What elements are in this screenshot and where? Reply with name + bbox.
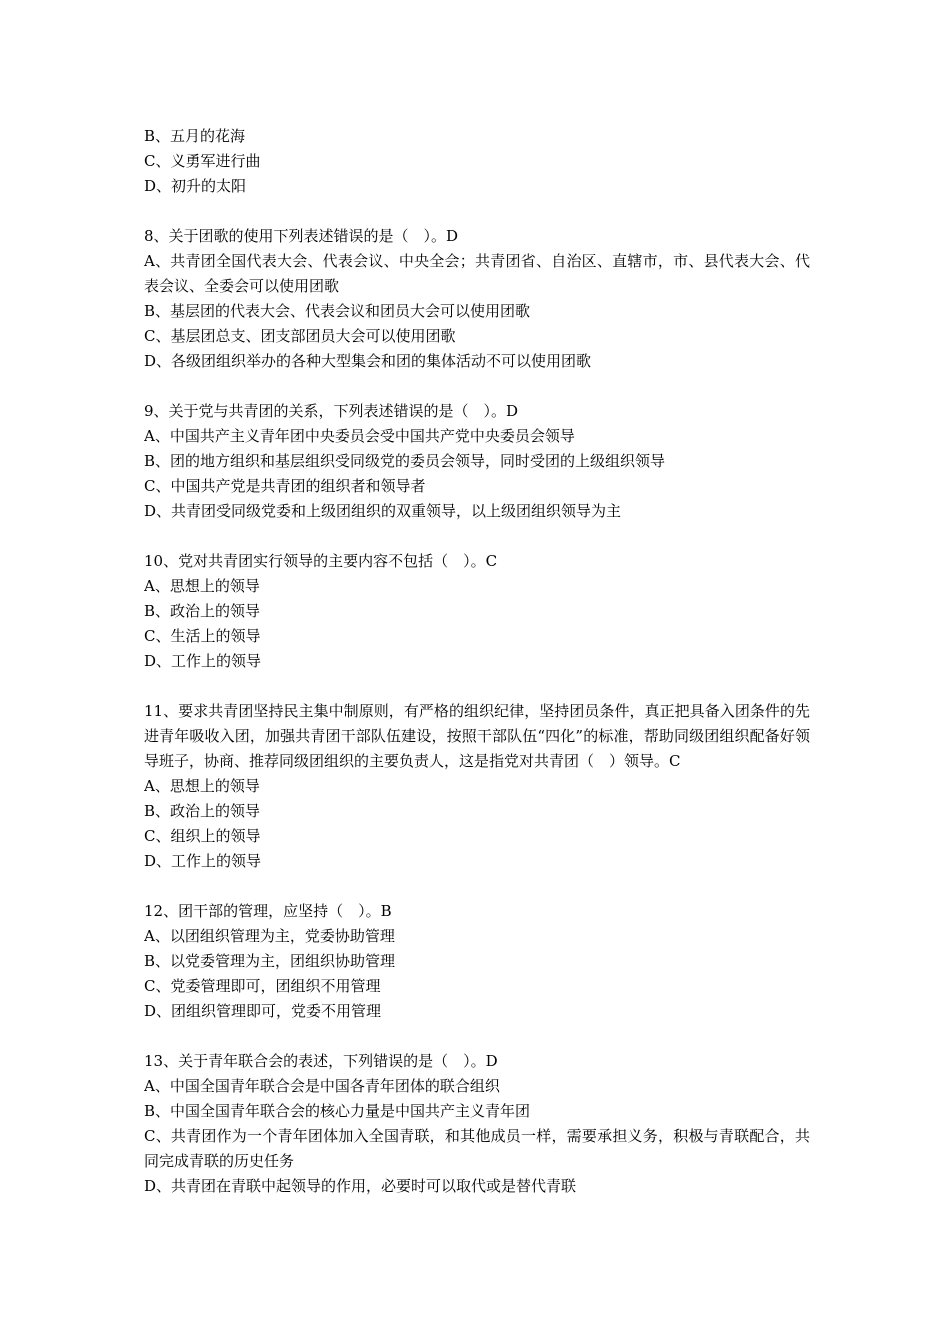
option-d: D、初升的太阳 — [144, 177, 247, 195]
option-b: B、基层团的代表大会、代表会议和团员大会可以使用团歌 — [144, 302, 531, 320]
paragraph-gap — [144, 374, 810, 399]
paragraph-gap — [144, 199, 810, 224]
option-a: A、中国共产主义青年团中央委员会受中国共产党中央委员会领导 — [144, 427, 575, 445]
option-b: B、以党委管理为主，团组织协助管理 — [144, 952, 396, 970]
option-b: B、团的地方组织和基层组织受同级党的委员会领导，同时受团的上级组织领导 — [144, 452, 666, 470]
paragraph-gap — [144, 674, 810, 699]
option-b: B、中国全国青年联合会的核心力量是中国共产主义青年团 — [144, 1102, 531, 1120]
option-a: A、思想上的领导 — [144, 777, 260, 795]
question-10 — [144, 549, 810, 674]
question-8 — [144, 224, 810, 374]
option-c: C、共青团作为一个青年团体加入全国青联，和其他成员一样，需要承担义务，积极与青联配合，共同完成青联的历史任务 — [144, 1127, 810, 1170]
option-d: D、工作上的领导 — [144, 652, 262, 670]
question-stem: 13、关于青年联合会的表述，下列错误的是（ ）。D — [144, 1052, 498, 1070]
option-b: B、政治上的领导 — [144, 602, 261, 620]
question-stem: 12、团干部的管理，应坚持（ ）。B — [144, 902, 392, 920]
option-d: D、工作上的领导 — [144, 852, 262, 870]
question-9 — [144, 399, 810, 524]
option-a: A、思想上的领导 — [144, 577, 260, 595]
question-11 — [144, 699, 810, 874]
question-stem: 11、要求共青团坚持民主集中制原则，有严格的组织纪律，坚持团员条件，真正把具备入团条件的先进青年吸收入团，加强共青团干部队伍建设，按照干部队伍“四化”的标准，帮助同级团组织配备好领导班子，协商、推荐同级团组织的主要负责人，这是指党对共青团（ ）领导。C — [144, 702, 810, 770]
paragraph-gap — [144, 874, 810, 899]
option-d: D、团组织管理即可，党委不用管理 — [144, 1002, 382, 1020]
option-a: A、共青团全国代表大会、代表会议、中央全会；共青团省、自治区、直辖市，市、县代表大会、代表会议、全委会可以使用团歌 — [144, 252, 810, 295]
paragraph-gap — [144, 1024, 810, 1049]
option-c: C、组织上的领导 — [144, 827, 261, 845]
document-page — [144, 124, 810, 1199]
option-c: C、基层团总支、团支部团员大会可以使用团歌 — [144, 327, 456, 345]
option-d: D、各级团组织举办的各种大型集会和团的集体活动不可以使用团歌 — [144, 352, 592, 370]
question-stem: 8、关于团歌的使用下列表述错误的是（ ）。D — [144, 227, 459, 245]
option-b: B、五月的花海 — [144, 127, 246, 145]
option-d: D、共青团受同级党委和上级团组织的双重领导，以上级团组织领导为主 — [144, 502, 622, 520]
option-d: D、共青团在青联中起领导的作用，必要时可以取代或是替代青联 — [144, 1177, 577, 1195]
question-12 — [144, 899, 810, 1024]
question-stem: 10、党对共青团实行领导的主要内容不包括（ ）。C — [144, 552, 498, 570]
paragraph-gap — [144, 524, 810, 549]
option-c: C、义勇军进行曲 — [144, 152, 261, 170]
question-13 — [144, 1049, 810, 1199]
option-c: C、中国共产党是共青团的组织者和领导者 — [144, 477, 426, 495]
option-c: C、党委管理即可，团组织不用管理 — [144, 977, 381, 995]
option-a: A、以团组织管理为主，党委协助管理 — [144, 927, 395, 945]
question-stem: 9、关于党与共青团的关系，下列表述错误的是（ ）。D — [144, 402, 519, 420]
leading-options — [144, 124, 810, 199]
option-c: C、生活上的领导 — [144, 627, 261, 645]
option-a: A、中国全国青年联合会是中国各青年团体的联合组织 — [144, 1077, 500, 1095]
option-b: B、政治上的领导 — [144, 802, 261, 820]
